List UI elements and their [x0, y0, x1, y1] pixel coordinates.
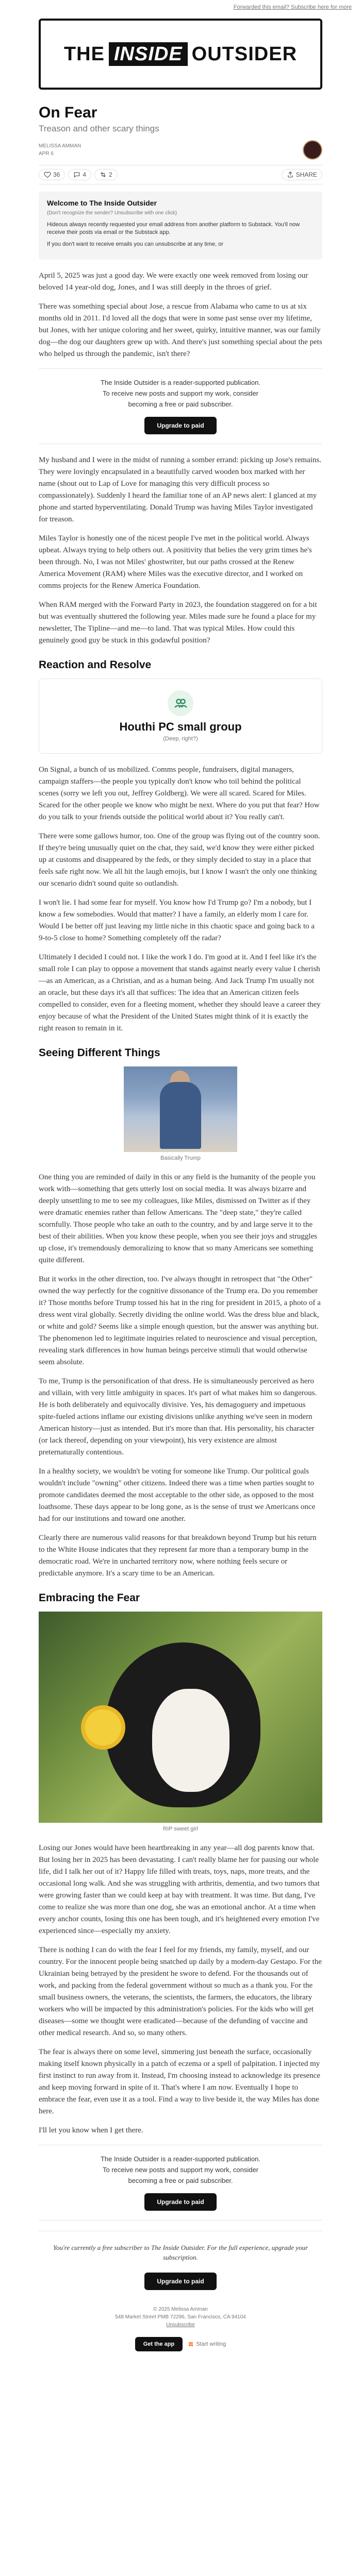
section-heading-seeing: Seeing Different Things — [39, 1047, 160, 1059]
comment-button[interactable] — [68, 169, 91, 180]
post-meta — [39, 140, 322, 160]
subscribe-box — [39, 368, 322, 444]
figure-caption: Basically Trump — [160, 1155, 201, 1161]
logo-word-inside: INSIDE — [109, 42, 188, 66]
post-actions-bar — [39, 165, 322, 184]
dog-photo[interactable] — [39, 1612, 322, 1823]
author-avatar[interactable] — [303, 140, 322, 160]
paragraph: In a healthy society, we wouldn't be voting for someone like Trump. Our political goals wouldn't include "owning" other citizens. Indeed there was a time when parties sought to promote candidates deemed the most acceptable to the other side, as opposed to the most loathsome. These days appear to be long gone, as is the sense of trust we Americans once had for our institutions and toward one another. — [39, 1467, 316, 1523]
paragraph: When RAM merged with the Forward Party in 2023, the foundation staggered on for a bit but was eventually shuttered the following year. Miles made sure he found a place for my newsletter, The Tipline—and me—to land. That was typical Miles. How could this genuinely good guy be stuck in this godawful position? — [39, 601, 317, 645]
paragraph: But it works in the other direction, too. I've always thought in retrospect that "the Other" owned the way perfectly for the cognitive dissonance of the Trump era. Do you remember it? Those months before Trump tossed his hat in the ring for president in 2015, a photo of a dress went viral globally. Secretly dividing the online world. Was the dress blue and black, or white and gold? Seems like a simple enough question, but the answer was anything but. The phenomenon led to legitimate inquiries related to neuroscience and visual perception, revealing stark differences in how human beings perceive stimuli that would otherwise seem absolute. — [39, 1275, 321, 1366]
paragraph: One thing you are reminded of daily in this or any field is the humanity of the people you work with—something that gets utterly lost on social media. It was always bizarre and deeply unsettling to me to see my colleagues, like Miles, dismissed on Twitter as if they were dramatic enemies rather than fellow Americans. The "deep state," they're called scornfully. Those people who take an oath to the country, and by and large serve it to the best of their abilities. When you know these people, when you see their joys and struggles up close, it's tremendously demoralizing to know that so many Americans see something quite different. — [39, 1173, 318, 1264]
get-the-app-button[interactable]: Get the app — [135, 2337, 183, 2351]
unsubscribe-link[interactable]: Unsubscribe — [166, 2322, 195, 2328]
paragraph: My husband and I were in the midst of running a somber errand: picking up Jose's remains. They were lovingly encapsulated in a beautifully carved wooden box marked with her name (shout out to Lap of Love for managing this very difficult process so compassionately). Suddenly I heard the familiar tone of an AP news alert: I glanced at my phone and started hyperventilating. Donald Trump was having Miles Taylor investigated for treason. — [39, 456, 322, 523]
welcome-box — [39, 192, 322, 260]
start-writing-label: Start writing — [196, 2341, 226, 2347]
post-title[interactable]: On Fear — [39, 104, 97, 121]
share-label: SHARE — [296, 171, 317, 178]
paragraph: There is nothing I can do with the fear I feel for my friends, my family, myself, and our country. For the innocent people being snatched up daily by a modern-day Gestapo. For the Ukrainian being betrayed by the president he swore to defend. For the thousands out of work, and packing from the federal government without so much as a thank you. For the small business owners, the veterans, the scientists, the farmers, the educators, the library workers who will be impacted by this administration's policies. For the kids who will get diseases—some we thought were eradicated—because of the defunding of vaccine and other medical research. And so, so many others. — [39, 1946, 322, 2037]
paragraph: On Signal, a bunch of us mobilized. Comms people, fundraisers, digital managers, campaign staffers—the people you typically don't know who toil behind the political scenes (sorry we left you out, Jeffrey Goldberg). We were all scared. Scared for Miles. Scared for the other people we know who might be next. Where do you put that fear? How do you talk to your friends outside the political world about it? You really can't. — [39, 766, 320, 821]
paragraph: There were some gallows humor, too. One of the group was flying out of the country soon. If they're being unusually quiet on the chat, they said, we'd know they were either picked up at customs and disappeared by the feds, or they simply decided to stay in a place that feels safe right now. We all hit the laugh emojis, but I know I wasn't the only one thinking our scenario didn't sound quite so outlandish. — [39, 832, 320, 888]
share-button[interactable] — [282, 169, 322, 180]
photo-flower-shape — [85, 1709, 121, 1745]
email-body — [39, 19, 322, 2351]
signal-group-card — [39, 679, 322, 754]
subscribe-line-1: The Inside Outsider is a reader-supported publication. — [100, 2155, 260, 2163]
section-heading-reaction: Reaction and Resolve — [39, 659, 152, 671]
publication-banner[interactable] — [39, 19, 322, 90]
subscribe-line-2: To receive new posts and support my work, consider — [102, 2166, 259, 2174]
comment-count: 4 — [83, 171, 87, 178]
comment-icon — [73, 171, 80, 178]
welcome-para-2: If you don't want to receive emails you can unsubscribe at any time, or — [47, 241, 224, 247]
subscribe-box-bottom — [39, 2145, 322, 2221]
like-button[interactable] — [39, 169, 65, 180]
paragraph: Ultimately I decided I could not. I like the work I do. I'm good at it. And I feel like it's the small role I can play to oppose a movement that stands against nearly every value I cherish—as an American, as a Christian, and as a human being. And Jack Trump I'm usually not an oracle, but these days it's all that suffices: The idea that an American citizen feels compelled to consider, even for a fleeting moment, whether they should leave a career they enjoy because of what the President of the United States might think of it is exactly the right reason to remain in it. — [39, 953, 321, 1032]
welcome-small[interactable]: (Don't recognize the sender? Unsubscribe with one click) — [47, 210, 177, 216]
paragraph: The fear is always there on some level, simmering just beneath the surface, occasionally making itself known physically in a patch of eczema or a spell of palpitation. I injected my first instinct to run away from it. Instead, I'm choosing instead to acknowledge its presence and keep moving forward in spite of it. That's where I am now. Eventually I hope to embrace the fear, even use it as a tool. Find a way to live beside it, the way Miles has done here. — [39, 2048, 320, 2115]
figure-dress — [39, 1066, 322, 1161]
section-heading-embracing: Embracing the Fear — [39, 1592, 140, 1604]
group-sub: (Deep, right?) — [163, 736, 198, 742]
logo-word-outsider: OUTSIDER — [191, 43, 298, 65]
address: 548 Market Street PMB 72296, San Francisco, CA 94104 — [115, 2314, 246, 2320]
paragraph: Losing our Jones would have been heartbreaking in any year—all dog parents know that. But losing her in 2025 has been devastating. I can't really blame her for pausing our whole life, did I talk her out of it? Happy life filled with treats, toys, naps, more treats, and the occasional long walk. And she was struggling with arthritis, dementia, and two tumors that were growing faster than we could keep at bay with treatment. It was time. But dang, I've come to realize she was more than one dog, she was an emotional anchor. At a time when every anchor counts, losing this one has been tough, and it's heightened every emotion I've experienced since—especially my anxiety. — [39, 1844, 320, 1935]
dress-photo[interactable] — [124, 1066, 237, 1152]
free-subscriber-note: You're currently a free subscriber to The Inside Outsider. For the full experience, upgrade your subscription. — [53, 2244, 308, 2261]
forward-subscribe-link[interactable]: Forwarded this email? Subscribe here for more — [233, 4, 352, 10]
welcome-para-1: Hideous always recently requested your email address from another platform to Substack. You'll now receive their posts via email or the Substack app. — [47, 222, 300, 235]
paragraph: I won't lie. I had some fear for myself. You know how I'd Trump go? I'm a nobody, but I know a few somebodies. Would that matter? I have a family, an elderly mom I care for. Would I be better off just leaving my little niche in this chaotic space and going back to a 9-to-5 close to home? Something completely off the radar? — [39, 899, 315, 942]
closing-button-wrap — [39, 2266, 322, 2290]
upgrade-to-paid-button[interactable]: Upgrade to paid — [144, 2193, 216, 2211]
paragraph: Clearly there are numerous valid reasons for that breakdown beyond Trump but his return to the White House indicates that they represent far more than a temporary bump in the democratic road. We're in uncharted territory now, where nothing feels secure or predictable anymore. It's a scary time to be an American. — [39, 1534, 317, 1578]
subscribe-line-1: The Inside Outsider is a reader-supported publication. — [100, 379, 260, 386]
logo-word-the: THE — [63, 43, 105, 65]
paragraph: I'll let you know when I get there. — [39, 2126, 143, 2134]
post-date: APR 6 — [39, 151, 54, 157]
start-writing-link[interactable] — [188, 2341, 226, 2347]
post-subtitle: Treason and other scary things — [39, 124, 159, 133]
substack-icon — [188, 2341, 194, 2347]
group-name: Houthi PC small group — [119, 720, 242, 733]
paragraph: To me, Trump is the personification of that dress. He is simultaneously perceived as hero and villain, with very little ambiguity in spaces. It's part of what makes him so dangerous. He is both deliberately and equivocally divisive. Yes, his demagoguery and impetuous spite-fueled actions inflame our existing divisions unlike anything we've seen in modern American history—just as intended. But it's more than that. His personality, his character (or lack thereof, depending on your viewpoint), his very existence are almost preternaturally contentious. — [39, 1377, 317, 1456]
copyright: © 2025 Melissa Amman — [153, 2307, 208, 2312]
paragraph: April 5, 2025 was just a good day. We were exactly one week removed from losing our beloved 14 year-old dog, Jones, and I was still deeply in the throes of grief. — [39, 272, 308, 292]
byline — [39, 142, 81, 158]
like-count: 36 — [53, 171, 60, 178]
figure-dog — [39, 1612, 322, 1832]
group-icon — [168, 690, 193, 716]
welcome-title: Welcome to The Inside Outsider — [47, 199, 157, 207]
publication-logo — [64, 43, 297, 65]
subscribe-line-2: To receive new posts and support my work, consider — [102, 389, 259, 397]
paragraph: Miles Taylor is honestly one of the nicest people I've met in the political world. Always upbeat. Always trying to help others out. A positivity that belies the very grim times he's been through. No, I was not Miles' ghostwriter, but our paths crossed at the Renew America Movement (RAM) where Miles was the executive director, and I worked on comms projects for the Renew America Foundation. — [39, 534, 312, 590]
restack-icon — [100, 171, 107, 178]
footer — [39, 2306, 322, 2329]
photo-snout-shape — [152, 1689, 229, 1792]
subscribe-line-3: becoming a free or paid subscriber. — [128, 400, 233, 408]
author-name[interactable]: MELISSA AMMAN — [39, 143, 81, 149]
upgrade-to-paid-button[interactable]: Upgrade to paid — [144, 417, 216, 434]
restack-button[interactable] — [94, 169, 118, 180]
share-icon — [287, 171, 294, 178]
upgrade-to-paid-button[interactable]: Upgrade to paid — [144, 2273, 216, 2290]
photo-dress-shape — [160, 1082, 201, 1149]
app-bar — [39, 2337, 322, 2351]
paragraph: There was something special about Jose, a rescue from Alabama who came to us at six months old in 2011. I'd loved all the dogs that were in some past sense over my lifetime, but Jones, with her unique coloring and her sweet, quirky, intuitive manner, was our family dog—the dog our daughters grew up with. And there's just something special about the pets who helped us through the pandemic, isn't there? — [39, 302, 322, 358]
restack-count: 2 — [109, 171, 112, 178]
subscribe-line-3: becoming a free or paid subscriber. — [128, 2177, 233, 2184]
figure-caption: RIP sweet girl — [163, 1826, 198, 1832]
heart-icon — [44, 171, 51, 178]
topbar — [0, 0, 361, 14]
